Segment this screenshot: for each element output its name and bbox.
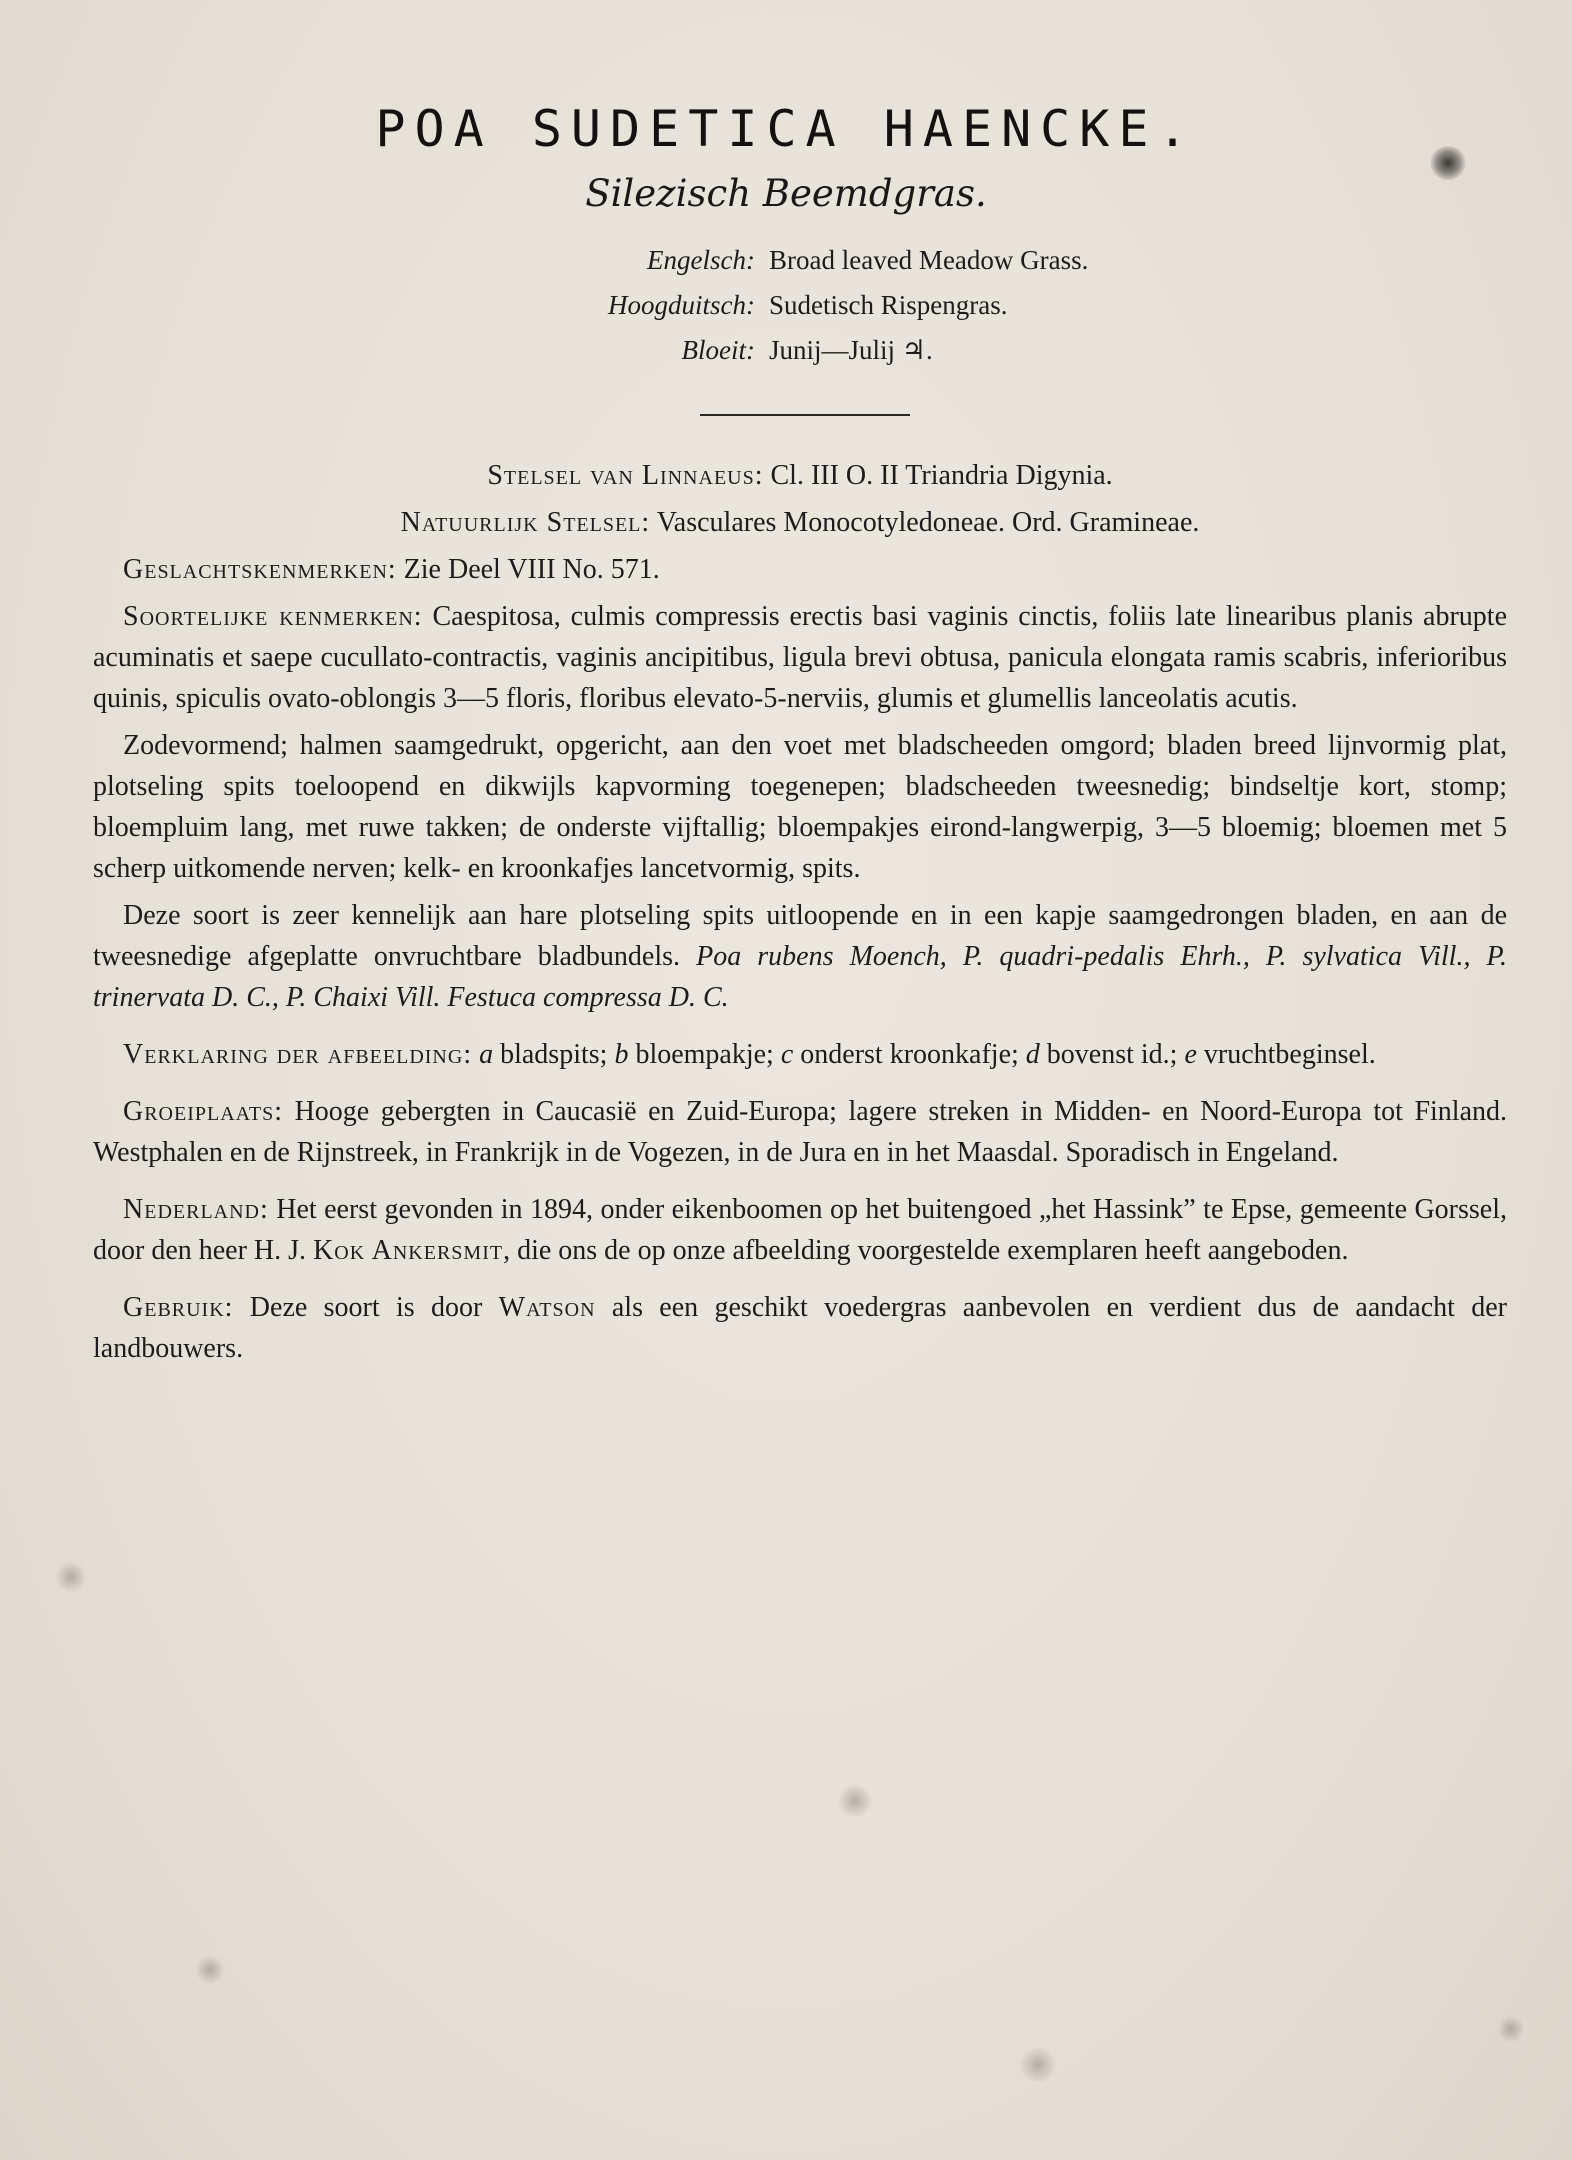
figure-item-text: bovenst id.;	[1046, 1039, 1178, 1070]
figure-explanation-label: Verklaring der afbeelding:	[123, 1039, 473, 1070]
flowering-line	[0, 328, 1572, 373]
dutch-description	[93, 725, 1507, 889]
flowering-label: Bloeit:	[681, 335, 755, 365]
figure-letter: a	[479, 1039, 494, 1070]
species-title: POA SUDETICA HAENCKE.	[375, 100, 1197, 158]
figure-item-text: onderst kroonkafje;	[800, 1039, 1019, 1070]
collector-name: Kok Ankersmit	[313, 1235, 504, 1266]
netherlands-text-end: , die ons de op onze afbeelding voorgestelde exemplaren heeft aangeboden.	[503, 1235, 1349, 1266]
usage-text-end: als een geschikt voedergras aanbevolen en verdient dus de aandacht der landbouwers.	[93, 1292, 1508, 1364]
linnaeus-label: Stelsel van Linnaeus:	[487, 460, 764, 491]
genus-characteristics	[93, 549, 1507, 590]
species-characteristics	[93, 596, 1507, 719]
figure-item-text: vruchtbeginsel.	[1203, 1039, 1376, 1070]
figure-item-text: bladspits;	[500, 1039, 608, 1070]
genus-label: Geslachtskenmerken:	[123, 554, 397, 585]
foxing-spot	[838, 1785, 872, 1817]
linnaeus-text: Cl. III O. II Triandria Digynia.	[770, 460, 1113, 491]
figure-explanation	[93, 1034, 1507, 1075]
genus-text: Zie Deel VIII No. 571.	[403, 554, 660, 585]
netherlands-occurrence	[93, 1189, 1507, 1271]
foxing-spot	[56, 1562, 86, 1592]
flowering-value: Junij—Julij ♃.	[769, 335, 933, 365]
natural-system-text: Vasculares Monocotyledoneae. Ord. Gramineae.	[656, 507, 1200, 538]
habitat-text: Hooge gebergten in Caucasië en Zuid-Europa; lagere streken in Midden- en Noord-Europa tot Finland. Westphalen en de Rijnstreek, in Frankrijk in de Vogezen, in de Jura en in het Maasdal. Sporadisch in Engeland.	[93, 1096, 1508, 1168]
english-label: Engelsch:	[647, 245, 755, 275]
habitat-label: Groeiplaats:	[123, 1096, 284, 1127]
german-label: Hoogduitsch:	[608, 290, 755, 320]
figure-letter: d	[1025, 1039, 1040, 1070]
natural-system	[93, 502, 1507, 543]
divider-rule	[700, 414, 910, 416]
figure-letter: c	[780, 1039, 794, 1070]
foxing-spot	[196, 1956, 224, 1984]
netherlands-label: Nederland:	[123, 1194, 269, 1225]
dutch-description-text: Zodevormend; halmen saamgedrukt, opgericht, aan den voet met bladscheeden omgord; bladen breed lijnvormig plat, plotseling spits toeloopend en dikwijls kapvorming toegenepen; bladscheeden tweesnedig; bindseltje kort, stomp; bloempluim lang, met ruwe takken; de onderste vijftallig; bloempakjes eirond-langwerpig, 3—5 bloemig; bloemen met 5 scherp uitkomende nerven; kelk- en kroonkafjes lancetvormig, spits.	[93, 730, 1507, 884]
netherlands-text: Het eerst gevonden in 1894, onder eikenboomen op het buitengoed „het Hassink” te Epse, gemeente Gorssel, door den heer H. J.	[93, 1194, 1507, 1266]
natural-system-label: Natuurlijk Stelsel:	[400, 507, 651, 538]
foxing-spot	[1498, 2016, 1524, 2042]
usage-label: Gebruik:	[123, 1292, 234, 1323]
usage-text: Deze soort is door	[249, 1292, 483, 1323]
species-char-label: Soortelijke kenmerken:	[123, 601, 423, 632]
usage	[93, 1287, 1507, 1369]
vernacular-name: Silezisch Beemdgras.	[585, 172, 987, 215]
figure-letter: e	[1184, 1039, 1197, 1070]
habitat	[93, 1091, 1507, 1173]
german-value: Sudetisch Rispengras.	[769, 290, 1008, 320]
german-name-line	[0, 283, 1572, 328]
recommender-name: Watson	[498, 1292, 596, 1323]
synonyms-text: Poa rubens Moench, P. quadri-pedalis Ehrh., P. sylvatica Vill., P. trinervata D. C., P. Chaixi Vill. Festuca compressa D. C.	[93, 941, 1508, 1013]
common-names	[0, 238, 1572, 373]
english-name-line	[0, 238, 1572, 283]
description-body	[93, 455, 1507, 1369]
figure-letter: b	[614, 1039, 629, 1070]
linnaeus-system	[93, 455, 1507, 496]
identification-paragraph	[93, 895, 1507, 1018]
identification-text: Deze soort is zeer kennelijk aan hare plotseling spits uitloopende en in een kapje saamgedrongen bladen, en aan de tweesnedige afgeplatte onvruchtbare bladbundels.	[93, 900, 1507, 972]
english-value: Broad leaved Meadow Grass.	[769, 245, 1089, 275]
figure-item-text: bloempakje;	[635, 1039, 774, 1070]
species-char-text: Caespitosa, culmis compressis erectis basi vaginis cinctis, foliis late linearibus planis abrupte acuminatis et saepe cucullato-contractis, vaginis ancipitibus, ligula brevi obtusa, panicula elongata ramis scabris, inferioribus quinis, spiculis ovato-oblongis 3—5 floris, floribus elevato-5-nerviis, glumis et glumellis lanceolatis acutis.	[93, 601, 1507, 714]
foxing-spot	[1020, 2048, 1056, 2082]
